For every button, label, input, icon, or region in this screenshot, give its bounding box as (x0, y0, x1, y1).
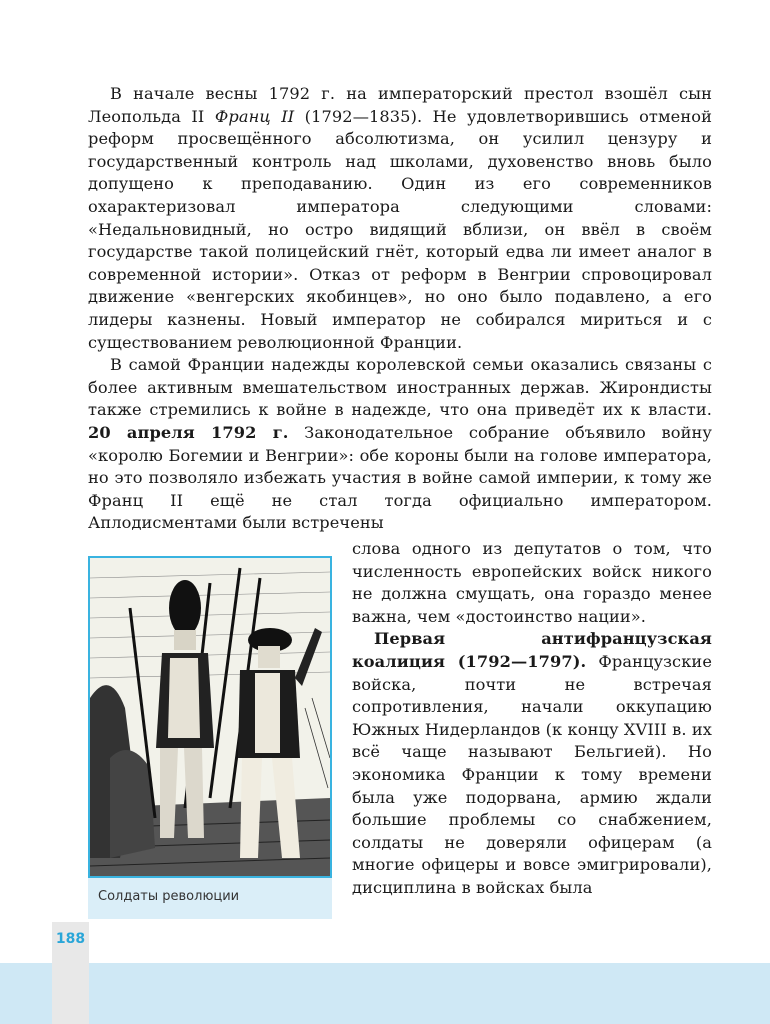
section-heading: Первая антифранцузская коалиция (1792—1797). (352, 629, 712, 671)
emperor-name: Франц II (214, 106, 295, 126)
paragraph-1-start: В начале весны 1792 г. на императорский престол взошёл сын Леопольда II (88, 84, 712, 126)
war-date: 20 апреля 1792 г. (88, 422, 289, 442)
figure-caption-box (88, 878, 332, 919)
figure-caption: Солдаты революции (98, 889, 240, 904)
paragraph-1-rest: (1792—1835). Не удовлетворившись отменой реформ просвещённого абсолютизма, он усилил цензуру и государственный контроль над школами, духовенство вновь было допущено к преподаванию. Один из его современников охарактеризовал императора следующими словами: «Недальновидный, но остро видящий вблизи, он ввёл в своём государстве такой полицейский гнёт, который едва ли имеет аналог в современной истории». Отказ от реформ в Венгрии спровоцировал движение «венгерских якобинцев», но оно было подавлено, а его лидеры казнены. Новый император не собирался мириться и с существованием революционной Франции. (88, 106, 712, 352)
paragraph-3 (352, 628, 712, 899)
paragraph-3-body: Французские войска, почти не встречая сопротивления, начали оккупацию Южных Нидерландов (к концу XVIII в. их всё чаще называют Бельгией). Но экономика Франции к тому времени была уже подорвана, армию ждали большие проблемы со снабжением, солдаты не доверяли офицерам (а многие офицеры и вовсе эмигрировали), дисциплина в войсках была (352, 651, 712, 897)
paragraph-1 (88, 83, 712, 354)
paragraph-2-continuation: слова одного из депутатов о том, что численность европейских войск никого не должна смущать, она гораздо менее важна, чем «достоинство нации». (352, 539, 712, 626)
paragraph-2-start: В самой Франции надежды королевской семьи оказались связаны с более активным вмешательством иностранных держав. Жирондисты также стремились к войне в надежде, что она приведёт их к власти. (88, 355, 712, 420)
paragraph-2-rest: Законодательное собрание объявило войну «королю Богемии и Венгрии»: обе короны были на голове императора, но это позволяло избежать участия в войне самой империи, к тому же Франц II ещё не стал тогда официально императором. Аплодисментами были встречены (88, 422, 713, 533)
main-text-top (88, 83, 712, 535)
engraving-image (90, 558, 330, 876)
soldiers-illustration (88, 556, 332, 878)
paragraph-2 (88, 354, 712, 535)
bottom-decor-band (0, 963, 770, 1024)
page-number: 188 (55, 931, 86, 947)
main-text-side (352, 538, 712, 900)
